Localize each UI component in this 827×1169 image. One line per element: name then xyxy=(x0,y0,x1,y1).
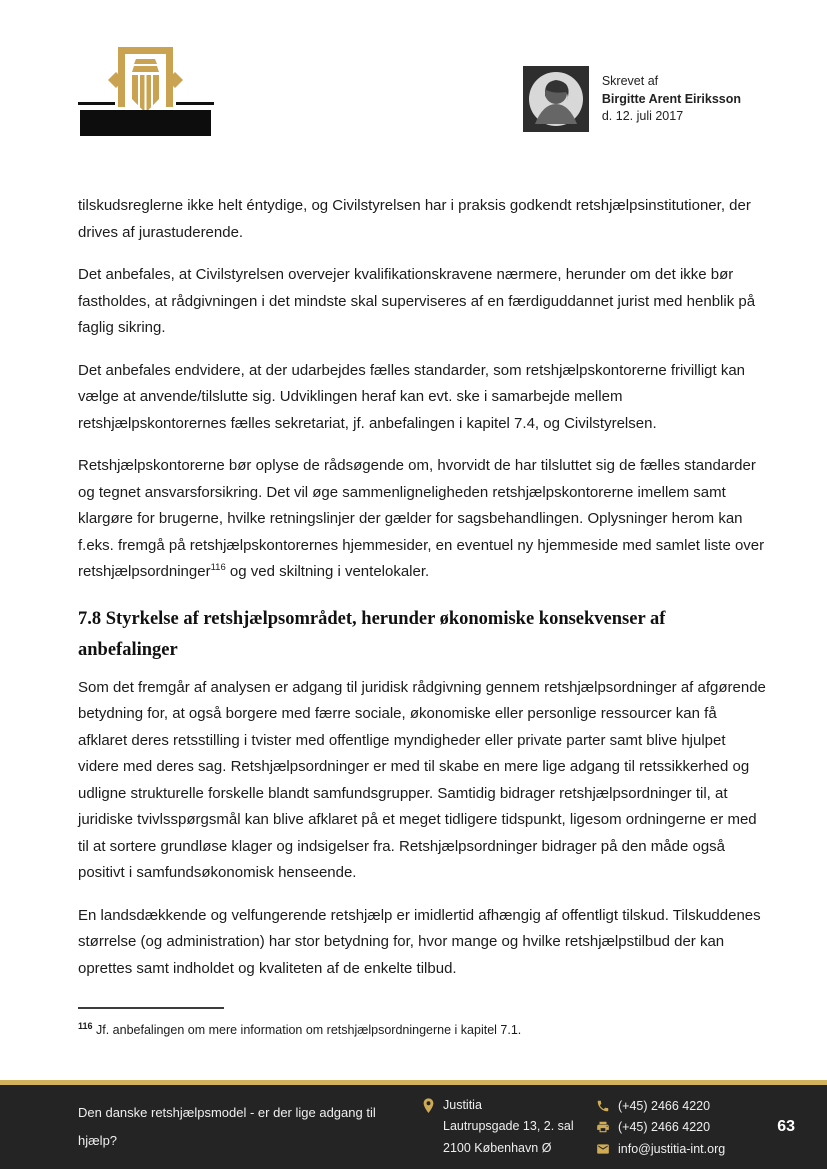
fax-number: (+45) 2466 4220 xyxy=(618,1120,711,1134)
address-lines xyxy=(443,1095,574,1160)
portrait-icon xyxy=(523,66,589,132)
section-heading-7-8: 7.8 Styrkelse af retshjælpsområdet, herunder økonomiske konsekvenser af anbefalinger xyxy=(78,608,666,660)
page-header xyxy=(78,47,767,141)
phone-row xyxy=(596,1095,725,1117)
paragraph-2: Det anbefales, at Civilstyrelsen overvejer kvalifikationskravene nærmere, herunder om det ikke bør fastholdes, at rådgivningen i det mindste skal superviseres af en færdiguddannet jurist med henblik på faglig sikring. xyxy=(78,266,756,336)
footnote-separator xyxy=(78,1007,224,1009)
paragraph-1: tilskudsreglerne ikke helt éntydige, og Civilstyrelsen har i praksis godkendt retshjælpsinstitutioner, der drives af jurastuderende. xyxy=(78,197,751,241)
address-block xyxy=(422,1095,584,1160)
footnote-text: Jf. anbefalingen om mere information om retshjælpsordningerne i kapitel 7.1. xyxy=(96,1023,522,1038)
report-title: Den danske retshjælpsmodel - er der lige adgang til hjælp? xyxy=(78,1105,376,1148)
author-info xyxy=(602,66,741,132)
address-city: 2100 København Ø xyxy=(443,1140,552,1155)
address-org: Justitia xyxy=(443,1097,482,1112)
footnote-reference-116: 116 xyxy=(210,562,226,573)
paragraph-4-text: Retshjælpskontorerne bør oplyse de rådsøgende om, hvorvidt de har tilsluttet sig de fælles standarder og tegnet ansvarsforsikring. Det vil øge sammenligneligheden retshjælpskontorerne imellem samt klargøre for brugerne, hvilke retningslinjer der gælder for sagsbehandlingen. Oplysninger herom kan f.eks. fremgå på retshjælpskontorernes hjemmesider, en eventuel ny hjemmeside med samlet liste over retshjælpsordninger xyxy=(78,457,765,580)
author-name: Birgitte Arent Eiriksson xyxy=(601,91,741,106)
paragraph-3: Det anbefales endvidere, at der udarbejdes fælles standarder, som retshjælpskontorerne frivilligt kan vælge at anvende/tilslutte sig. Udviklingen heraf kan evt. ske i samarbejde mellem retshjælpskontorernes fælles sekretariat, jf. anbefalingen i kapitel 7.4, og Civilstyrelsen. xyxy=(78,361,746,432)
document-body xyxy=(78,193,768,998)
footnote-area xyxy=(78,1007,521,1039)
author-photo xyxy=(523,66,589,132)
author-prefix: Skrevet af xyxy=(601,74,659,88)
paragraph-4 xyxy=(78,453,768,586)
contact-block xyxy=(596,1095,725,1160)
phone-icon xyxy=(596,1099,610,1113)
paragraph-4-tail: og ved skiltning i ventelokaler. xyxy=(225,563,430,580)
phone-number: (+45) 2466 4220 xyxy=(618,1098,711,1113)
footnote-marker: 116 xyxy=(78,1021,93,1031)
email-row xyxy=(596,1138,725,1160)
author-box xyxy=(523,66,741,132)
paragraph-5: Som det fremgår af analysen er adgang til juridisk rådgivning gennem retshjælpsordninger af afgørende betydning for, at også borgere med færre sociale, økonomiske eller personlige ressourcer kan få afklaret deres retsstilling i tvister med offentlige myndigheder eller private parter samt blive hjulpet videre med deres sag. Retshjælpsordninger er med til skabe en mere lige adgang til retssikkerhed og udligne strukturelle forskelle blandt samfundsgrupper. Samtidig bidrager retshjælpsordninger til, at juridiske tvivlsspørgsmål kan blive afklaret på et meget tidligere tidspunkt, ligesom ordningerne er med til at sortere grundløse klager og indsigelser fra. Retshjælpsordninger bidrager på den måde også positivt i samfundsøkonomisk henseende. xyxy=(78,678,766,881)
page-number: 63 xyxy=(777,1118,795,1135)
address-street: Lautrupsgade 13, 2. sal xyxy=(443,1119,574,1134)
map-pin-icon xyxy=(422,1095,435,1160)
justitia-logo-icon xyxy=(78,47,214,141)
paragraph-6: En landsdækkende og velfungerende retshjælp er imidlertid afhængig af offentligt tilskud. Tilskuddenes størrelse (og administration) har stor betydning for, hvor mange og hvilke retshjælpstilbud der kan oprettes samt indholdet og kvaliteten af de enkelte tilbud. xyxy=(78,906,761,977)
footnote-116 xyxy=(78,1017,521,1039)
author-date: d. 12. juli 2017 xyxy=(601,109,684,123)
justitia-logo xyxy=(78,47,214,141)
email-address: info@justitia-int.org xyxy=(618,1141,726,1156)
email-icon xyxy=(596,1142,610,1156)
fax-icon xyxy=(596,1120,610,1134)
fax-row xyxy=(596,1116,725,1138)
page-footer xyxy=(0,1080,827,1169)
